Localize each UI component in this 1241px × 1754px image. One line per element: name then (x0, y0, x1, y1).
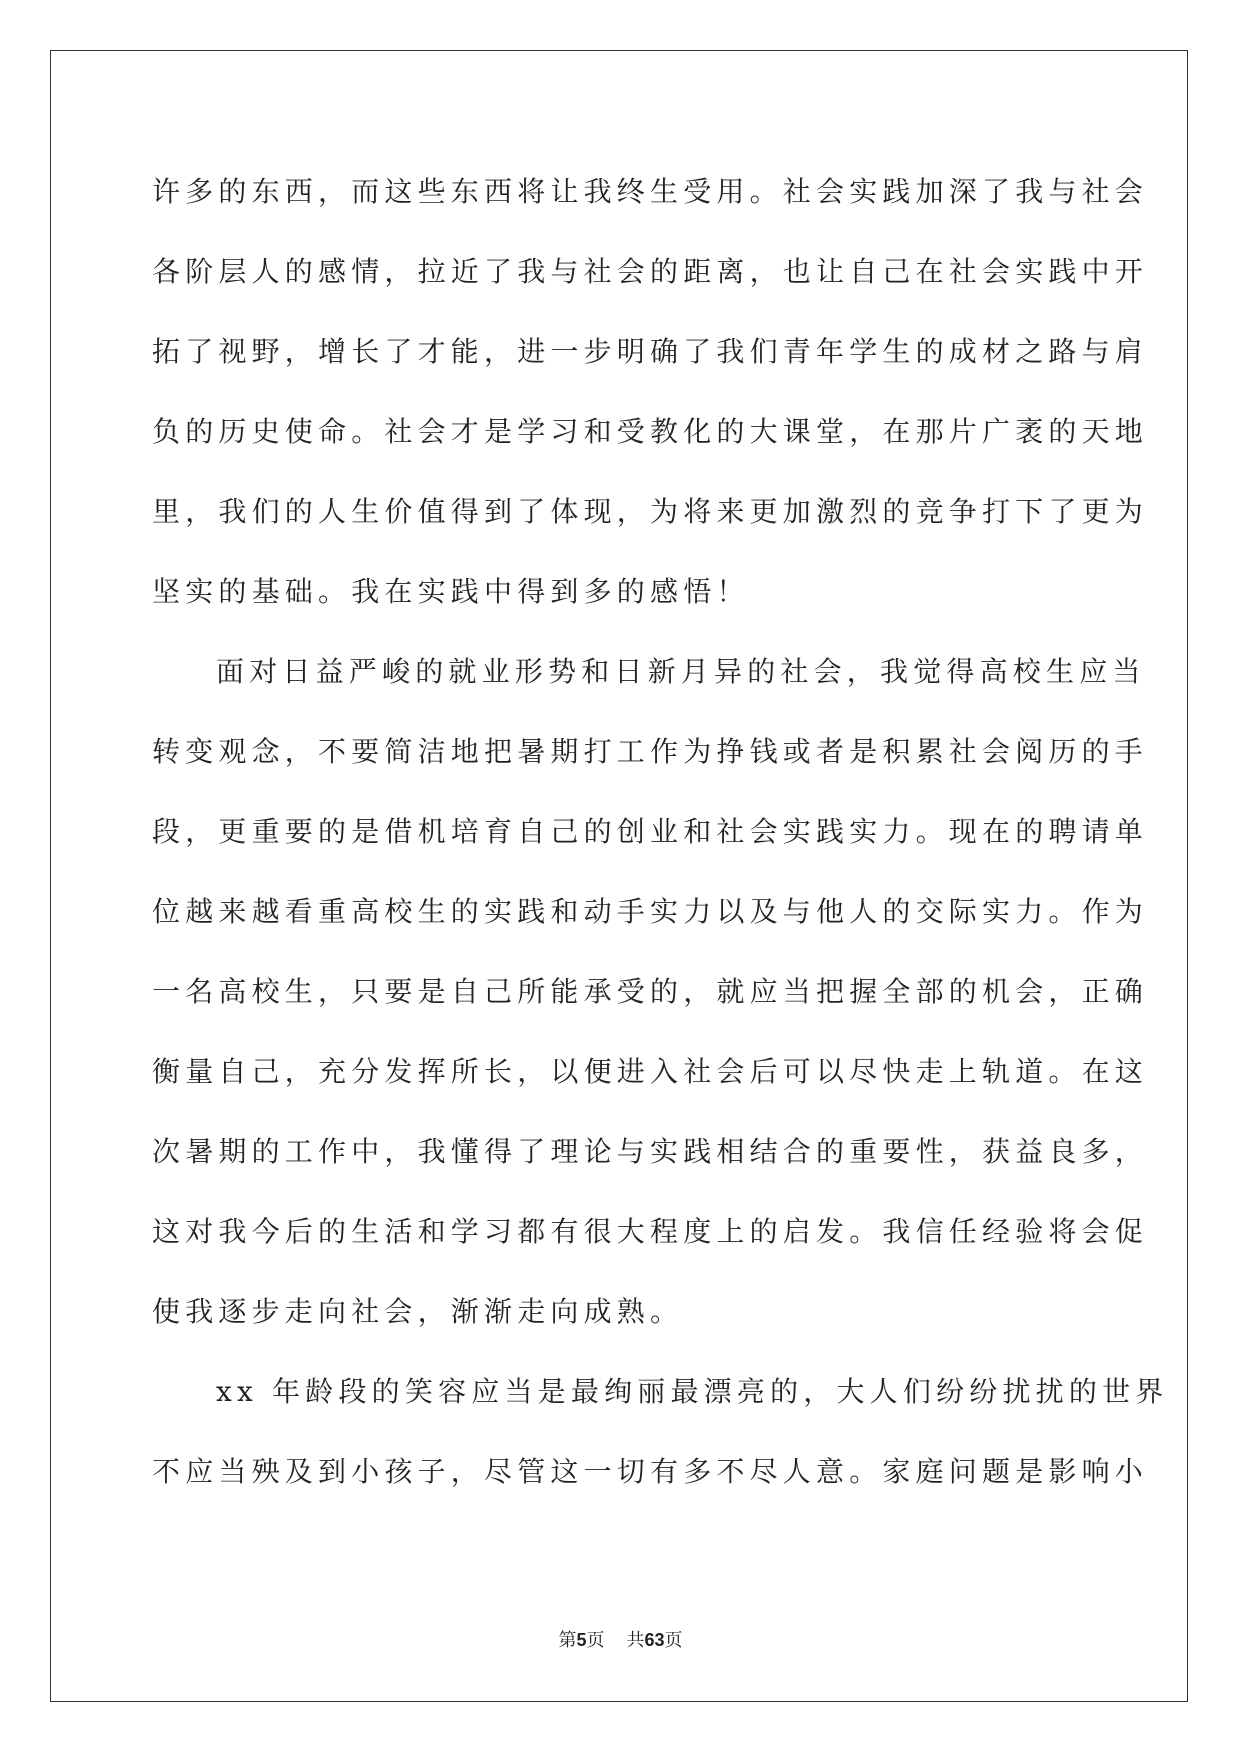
page-number: 5 (576, 1630, 587, 1650)
text-line: 拓了视野，增长了才能，进一步明确了我们青年学生的成材之路与肩 (152, 335, 1149, 368)
paragraph-start-line: xx 年龄段的笑容应当是最绚丽最漂亮的，大人们纷纷扰扰的世界 (216, 1375, 1169, 1408)
text-line: 不应当殃及到小孩子，尽管这一切有多不尽人意。家庭问题是影响小 (152, 1455, 1149, 1488)
text-line: 衡量自己，充分发挥所长，以便进入社会后可以尽快走上轨道。在这 (152, 1055, 1149, 1088)
document-body (152, 162, 1169, 1522)
paragraph-start-line: 面对日益严峻的就业形势和日新月异的社会，我觉得高校生应当 (216, 655, 1146, 688)
text-line: 各阶层人的感情，拉近了我与社会的距离，也让自己在社会实践中开 (152, 255, 1149, 288)
text-line: 转变观念，不要简洁地把暑期打工作为挣钱或者是积累社会阅历的手 (152, 735, 1149, 768)
page-footer (0, 1626, 1241, 1652)
text-line: 这对我今后的生活和学习都有很大程度上的启发。我信任经验将会促 (152, 1215, 1149, 1248)
text-line: 位越来越看重高校生的实践和动手实力以及与他人的交际实力。作为 (152, 895, 1149, 928)
text-line: 一名高校生，只要是自己所能承受的，就应当把握全部的机会，正确 (152, 975, 1149, 1008)
text-line: 负的历史使命。社会才是学习和受教化的大课堂，在那片广袤的天地 (152, 415, 1149, 448)
page-prefix: 第 (558, 1630, 577, 1651)
text-line: 段，更重要的是借机培育自己的创业和社会实践实力。现在的聘请单 (152, 815, 1149, 848)
text-line: 里，我们的人生价值得到了体现，为将来更加激烈的竞争打下了更为 (152, 495, 1149, 528)
text-line: 坚实的基础。我在实践中得到多的感悟！ (152, 575, 750, 608)
total-pages: 63 (644, 1630, 665, 1650)
text-line: 次暑期的工作中，我懂得了理论与实践相结合的重要性，获益良多， (152, 1135, 1149, 1168)
text-line: 使我逐步走向社会，渐渐走向成熟。 (152, 1295, 684, 1328)
total-suffix: 页 (664, 1630, 683, 1651)
total-prefix: 共 (626, 1630, 645, 1651)
text-line: 许多的东西，而这些东西将让我终生受用。社会实践加深了我与社会 (152, 175, 1149, 208)
page-suffix: 页 (586, 1630, 605, 1651)
